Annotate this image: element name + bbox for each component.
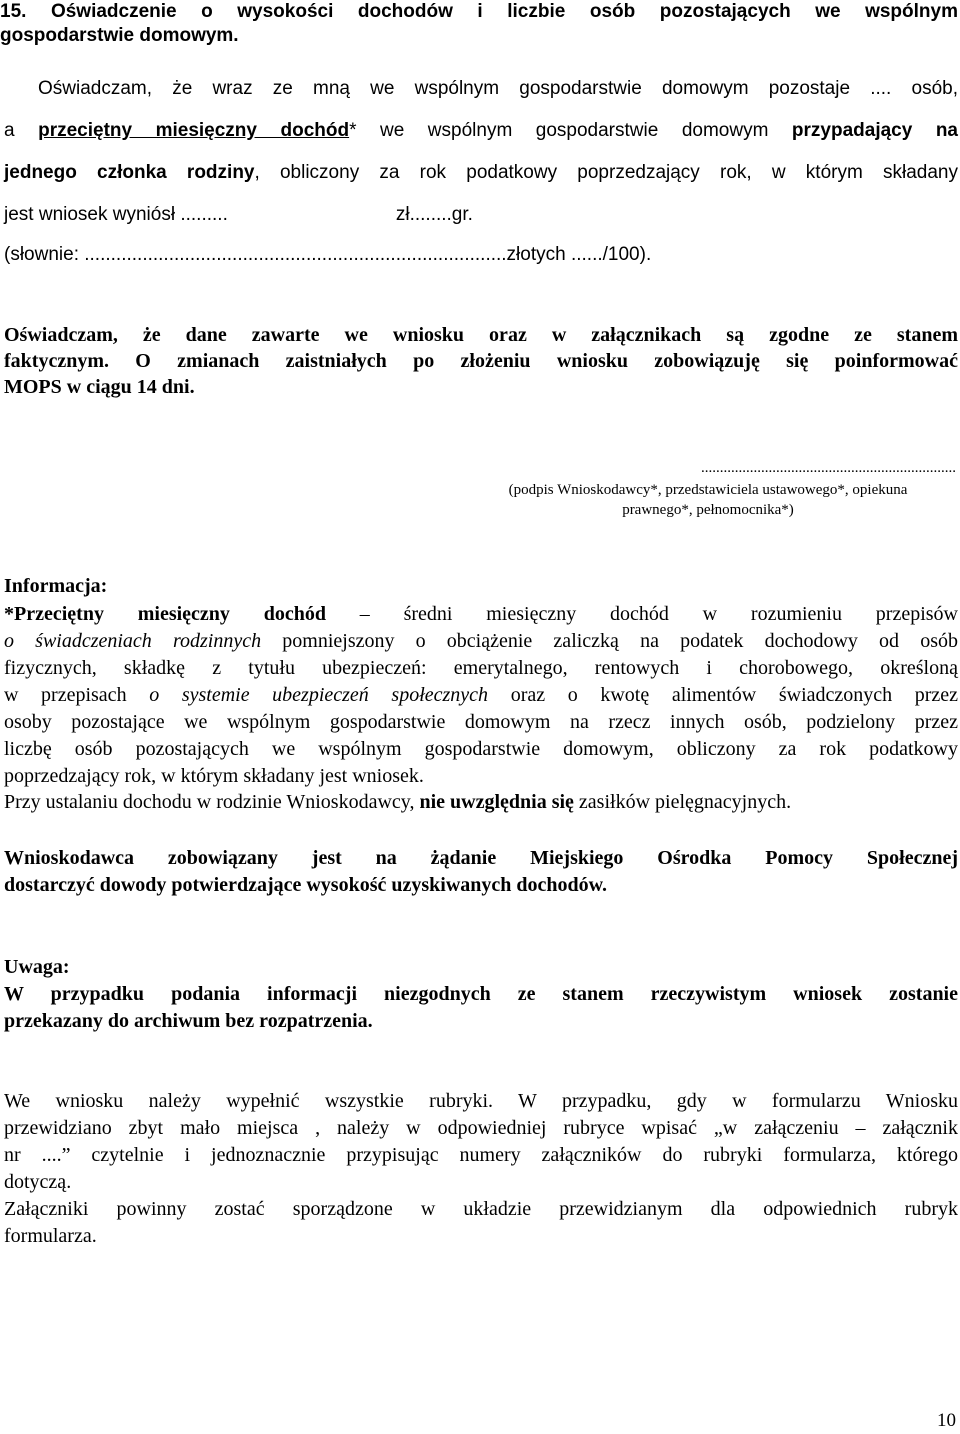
social-insurance-act-ref: o systemie ubezpieczeń społecznych bbox=[149, 684, 489, 706]
instructions-line4: dotyczą. bbox=[4, 1171, 72, 1193]
statement-line3-b: , obliczony za rok podatkowy poprzedzający rok, w którym składany bbox=[254, 162, 958, 183]
not-included-term: nie uwzględnia się bbox=[419, 791, 574, 813]
statement-line1: Oświadczam, że wraz ze mną we wspólnym gospodarstwie domowym pozostaje .... osób, bbox=[38, 78, 958, 99]
info-line8-c: zasiłków pielęgnacyjnych. bbox=[578, 791, 792, 813]
family-member-term: jednego członka rodziny bbox=[4, 162, 255, 183]
statement-per-member-term: przypadający na bbox=[791, 120, 958, 141]
family-benefits-act-ref: o świadczeniach rodzinnych bbox=[4, 630, 262, 652]
instructions-line2: przewidziano zbyt mało miejsca , należy w odpowiedniej rubryce wpisać „w załączeniu – załącznik bbox=[4, 1117, 958, 1139]
income-in-words-field: (słownie: ................................................................................złotych ....../100). bbox=[4, 244, 652, 265]
info-line2 bbox=[4, 628, 958, 655]
warning-heading: Uwaga: bbox=[4, 956, 70, 978]
average-income-definition-term: *Przeciętny miesięczny dochód bbox=[4, 603, 326, 625]
declaration-line3: MOPS w ciągu 14 dni. bbox=[4, 376, 195, 398]
declaration-line1: Oświadczam, że dane zawarte we wniosku oraz w załącznikach są zgodne ze stanem bbox=[4, 324, 958, 346]
info-line8 bbox=[4, 789, 958, 816]
instructions-line1: We wniosku należy wypełnić wszystkie rubryki. W przypadku, gdy w formularzu Wniosku bbox=[4, 1090, 958, 1112]
average-income-term: przeciętny miesięczny dochód bbox=[38, 120, 350, 141]
page-number: 10 bbox=[937, 1410, 956, 1431]
info-line3: fizycznych, składkę z tytułu ubezpieczeń: emerytalnego, rentowych i chorobowego, określoną bbox=[4, 657, 958, 679]
statement-line2-a: a bbox=[4, 120, 15, 141]
info-line1 bbox=[4, 601, 958, 628]
warning-line2: przekazany do archiwum bez rozpatrzenia. bbox=[4, 1010, 373, 1032]
obligation-line1: Wnioskodawca zobowiązany jest na żądanie Miejskiego Ośrodka Pomocy Społecznej bbox=[4, 847, 958, 869]
obligation-line2: dostarczyć dowody potwierdzające wysokość uzyskiwanych dochodów. bbox=[4, 874, 607, 896]
statement-line2 bbox=[4, 118, 958, 144]
statement-line4 bbox=[4, 202, 958, 228]
signature-caption-line1: (podpis Wnioskodawcy*, przedstawiciela ustawowego*, opiekuna bbox=[508, 482, 908, 498]
warning-line1: W przypadku podania informacji niezgodnych ze stanem rzeczywistym wniosek zostanie bbox=[4, 983, 958, 1005]
info-line6: liczbę osób pozostających we wspólnym gospodarstwie domowym, obliczony za rok podatkowy bbox=[4, 738, 958, 760]
signature-line: .................................................................... bbox=[701, 460, 956, 476]
instructions-line3: nr ....” czytelnie i jednoznacznie przypisując numery załączników do rubryki formularza, którego bbox=[4, 1144, 958, 1166]
info-line5: osoby pozostające we wspólnym gospodarstwie domowym na rzecz innych osób, podzielony przez bbox=[4, 711, 958, 733]
section-title-line2: gospodarstwie domowym. bbox=[0, 25, 239, 46]
info-heading: Informacja: bbox=[4, 575, 108, 597]
instructions-line5: Załączniki powinny zostać sporządzone w układzie przewidzianym dla odpowiednich rubryk bbox=[4, 1198, 958, 1220]
info-line7: poprzedzający rok, w którym składany jest wniosek. bbox=[4, 765, 424, 787]
income-amount-field: jest wniosek wyniósł ......... bbox=[4, 204, 228, 225]
income-currency-field: zł........gr. bbox=[395, 204, 473, 225]
info-line4 bbox=[4, 682, 958, 709]
info-line4-c: oraz o kwotę alimentów świadczonych przez bbox=[510, 684, 959, 706]
info-line4-a: w przepisach bbox=[4, 684, 127, 706]
instructions-line6: formularza. bbox=[4, 1225, 97, 1247]
info-line8-a: Przy ustalaniu dochodu w rodzinie Wnioskodawcy, bbox=[4, 791, 415, 813]
statement-line3 bbox=[4, 160, 958, 186]
info-line2-b: pomniejszony o obciążenie zaliczką na podatek dochodowy od osób bbox=[282, 630, 958, 652]
section-title-line1: 15. Oświadczenie o wysokości dochodów i liczbie osób pozostających we wspólnym bbox=[0, 1, 958, 22]
declaration-line2: faktycznym. O zmianach zaistniałych po złożeniu wniosku zobowiązuję się poinformować bbox=[4, 350, 958, 372]
statement-line2-c: * we wspólnym gospodarstwie domowym bbox=[349, 120, 769, 141]
signature-caption-line2: prawnego*, pełnomocnika*) bbox=[622, 502, 794, 518]
info-line1-b: – średni miesięczny dochód w rozumieniu przepisów bbox=[359, 603, 958, 625]
